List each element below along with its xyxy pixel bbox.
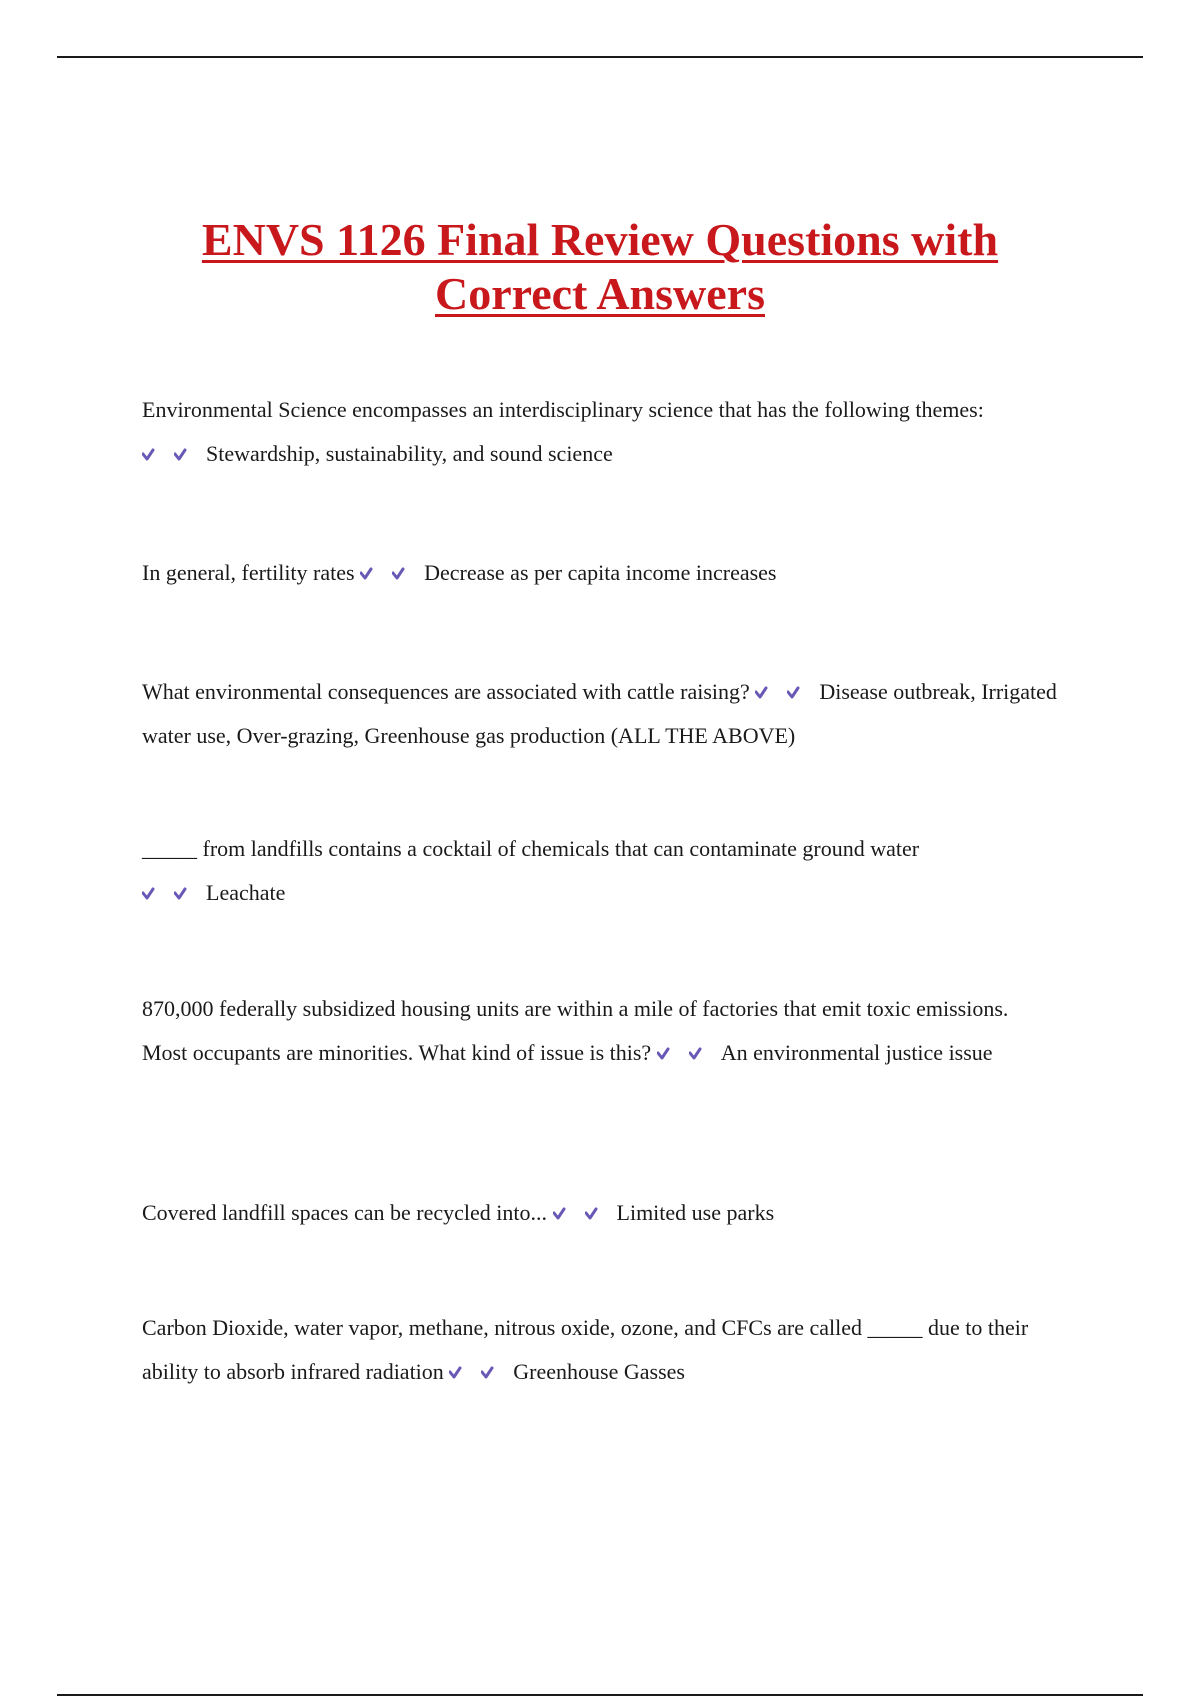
qa-item-7 — [142, 1306, 1057, 1394]
question-text: Carbon Dioxide, water vapor, methane, nitrous oxide, ozone, and CFCs are called _____ due to their ability to absorb infrared radiation — [142, 1315, 1029, 1384]
qa-item-5 — [142, 987, 1057, 1075]
double-check-icon — [481, 1362, 507, 1382]
double-check-icon — [142, 883, 168, 903]
title-line-1: ENVS 1126 Final Review Questions with — [201, 214, 999, 265]
answer-text: An environmental justice issue — [720, 1040, 993, 1065]
question-text: _____ from landfills contains a cocktail of chemicals that can contaminate ground water — [142, 836, 920, 861]
double-check-icon — [449, 1362, 475, 1382]
question-text: What environmental consequences are associated with cattle raising? — [142, 679, 750, 704]
title-line-2: Correct Answers — [435, 268, 765, 319]
double-check-icon — [174, 444, 200, 464]
question-text: 870,000 federally subsidized housing units are within a mile of factories that emit toxic emissions. Most occupants are minorities. What kind of issue is this? — [142, 996, 1009, 1065]
qa-item-4 — [142, 827, 1057, 915]
answer-text: Decrease as per capita income increases — [424, 560, 777, 585]
page-title — [0, 213, 1200, 321]
double-check-icon — [787, 682, 813, 702]
qa-item-6 — [142, 1191, 1057, 1235]
double-check-icon — [360, 563, 386, 583]
question-text: Covered landfill spaces can be recycled into... — [142, 1200, 548, 1225]
double-check-icon — [585, 1203, 611, 1223]
double-check-icon — [689, 1043, 715, 1063]
answer-text: Limited use parks — [616, 1200, 775, 1225]
double-check-icon — [755, 682, 781, 702]
answer-text: Disease outbreak, Irrigated water use, Over-grazing, Greenhouse gas production (ALL THE ABOVE) — [142, 679, 1057, 748]
answer-text: Greenhouse Gasses — [513, 1359, 685, 1384]
double-check-icon — [657, 1043, 683, 1063]
question-text: Environmental Science encompasses an interdisciplinary science that has the following themes: — [142, 397, 984, 422]
top-rule — [57, 56, 1143, 58]
answer-text: Leachate — [206, 880, 286, 905]
double-check-icon — [553, 1203, 579, 1223]
qa-item-1 — [142, 388, 1057, 476]
double-check-icon — [142, 444, 168, 464]
qa-item-3 — [142, 670, 1057, 758]
double-check-icon — [392, 563, 418, 583]
answer-text: Stewardship, sustainability, and sound science — [206, 441, 613, 466]
qa-item-2 — [142, 551, 1057, 595]
bottom-rule — [57, 1694, 1143, 1696]
double-check-icon — [174, 883, 200, 903]
question-text: In general, fertility rates — [142, 560, 355, 585]
